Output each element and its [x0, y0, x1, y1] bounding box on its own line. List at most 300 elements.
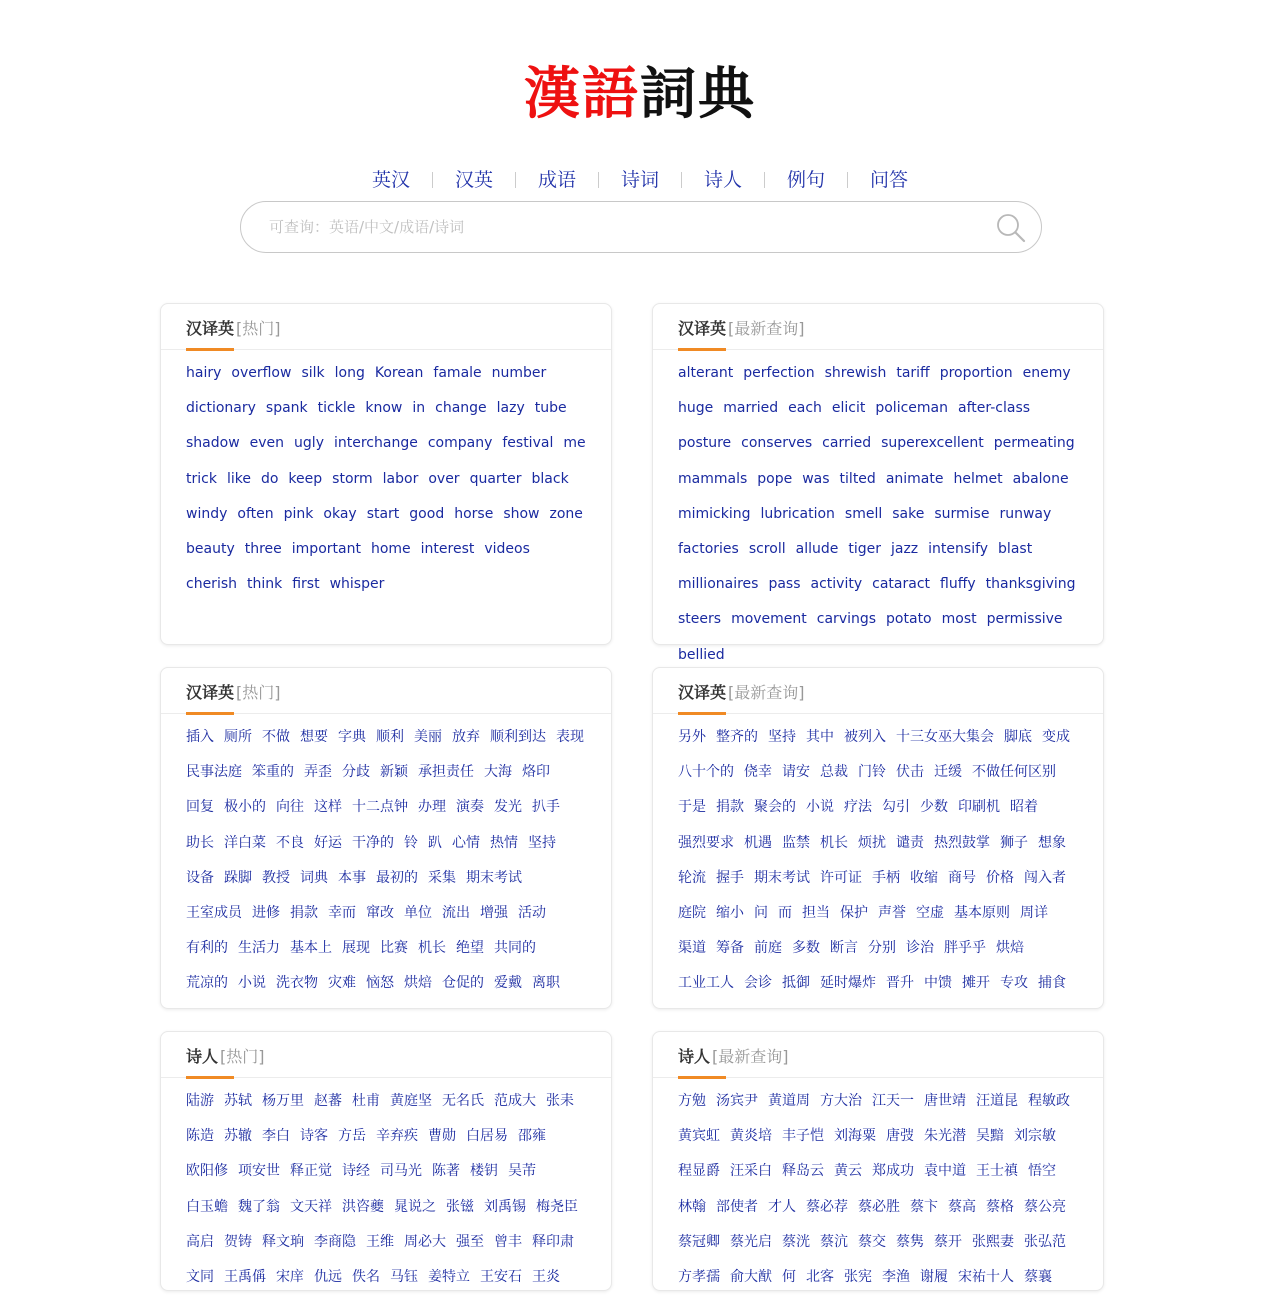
word-link[interactable]: 吴黯: [976, 1128, 1004, 1145]
word-link[interactable]: 袁中道: [924, 1163, 966, 1180]
word-link[interactable]: black: [531, 470, 569, 487]
word-link[interactable]: 江天一: [872, 1093, 914, 1109]
word-link[interactable]: number: [491, 365, 547, 381]
word-link[interactable]: 捕食: [1038, 975, 1066, 992]
word-link[interactable]: 被列入: [844, 729, 886, 745]
word-link[interactable]: 教授: [262, 869, 290, 886]
word-link[interactable]: 佚名: [352, 1268, 380, 1285]
word-link[interactable]: 捐款: [716, 799, 744, 816]
word-link[interactable]: after-class: [958, 400, 1031, 417]
word-link[interactable]: 周详: [1020, 904, 1048, 921]
word-link[interactable]: 分别: [868, 940, 896, 957]
word-link[interactable]: ugly: [294, 435, 324, 452]
word-link[interactable]: 助长: [186, 834, 214, 851]
word-link[interactable]: show: [503, 505, 540, 522]
word-link[interactable]: good: [409, 505, 445, 522]
word-link[interactable]: windy: [186, 505, 228, 522]
word-link[interactable]: 狮子: [1000, 834, 1028, 851]
word-link[interactable]: factories: [678, 540, 739, 557]
word-link[interactable]: me: [563, 435, 586, 452]
word-link[interactable]: 摊开: [962, 975, 990, 992]
nav-poems[interactable]: 诗词: [620, 169, 659, 191]
word-link[interactable]: 放弃: [452, 729, 480, 745]
word-link[interactable]: intensify: [928, 540, 989, 557]
word-link[interactable]: alterant: [678, 365, 734, 381]
word-link[interactable]: 北客: [806, 1268, 834, 1285]
word-link[interactable]: 进修: [252, 904, 280, 921]
word-link[interactable]: 基本上: [290, 940, 332, 957]
word-link[interactable]: 小说: [238, 975, 266, 992]
word-link[interactable]: pass: [768, 576, 801, 593]
word-link[interactable]: 干净的: [352, 834, 394, 851]
word-link[interactable]: 而: [778, 904, 792, 921]
word-link[interactable]: 司马光: [380, 1163, 422, 1180]
nav-qa[interactable]: 问答: [870, 169, 909, 191]
word-link[interactable]: 洋白菜: [224, 834, 266, 851]
word-link[interactable]: steers: [678, 611, 722, 628]
word-link[interactable]: 灾难: [328, 975, 356, 992]
word-link[interactable]: 展现: [342, 940, 370, 957]
word-link[interactable]: tickle: [317, 400, 356, 417]
word-link[interactable]: 热烈鼓掌: [934, 834, 990, 851]
word-link[interactable]: 诊治: [906, 940, 934, 957]
word-link[interactable]: 张镃: [446, 1198, 474, 1215]
word-link[interactable]: interest: [420, 540, 475, 557]
word-link[interactable]: 机长: [418, 940, 446, 957]
word-link[interactable]: famale: [433, 365, 482, 381]
word-link[interactable]: allude: [795, 540, 839, 557]
word-link[interactable]: 字典: [338, 729, 366, 745]
word-link[interactable]: was: [802, 470, 830, 487]
word-link[interactable]: 想要: [300, 729, 328, 745]
word-link[interactable]: 白玉蟾: [186, 1198, 228, 1215]
word-link[interactable]: 方大治: [820, 1093, 862, 1109]
word-link[interactable]: 民事法庭: [186, 764, 242, 781]
word-link[interactable]: carried: [822, 435, 872, 452]
word-link[interactable]: 烘焙: [404, 975, 432, 992]
word-link[interactable]: 黄炎培: [730, 1128, 772, 1145]
word-link[interactable]: 谴责: [896, 834, 924, 851]
word-link[interactable]: 苏轼: [224, 1093, 252, 1109]
word-link[interactable]: 绝望: [456, 940, 484, 957]
word-link[interactable]: married: [723, 400, 779, 417]
word-link[interactable]: 幸而: [328, 904, 356, 921]
word-link[interactable]: 赵蕃: [314, 1093, 342, 1109]
word-link[interactable]: videos: [484, 540, 530, 557]
word-link[interactable]: labor: [382, 470, 419, 487]
word-link[interactable]: 诗经: [342, 1163, 370, 1180]
word-link[interactable]: huge: [678, 400, 714, 417]
word-link[interactable]: first: [292, 576, 320, 593]
word-link[interactable]: 前庭: [754, 940, 782, 957]
word-link[interactable]: 多数: [792, 940, 820, 957]
word-link[interactable]: 程显爵: [678, 1163, 720, 1180]
word-link[interactable]: long: [334, 365, 365, 381]
word-link[interactable]: 张耒: [546, 1093, 574, 1109]
word-link[interactable]: 期末考试: [754, 869, 810, 886]
word-link[interactable]: 张弘范: [1024, 1233, 1066, 1250]
word-link[interactable]: 扒手: [532, 799, 560, 816]
word-link[interactable]: 蔡卞: [910, 1198, 938, 1215]
word-link[interactable]: 楼钥: [470, 1163, 498, 1180]
word-link[interactable]: 总裁: [820, 764, 848, 781]
word-link[interactable]: 王维: [366, 1233, 394, 1250]
word-link[interactable]: 蔡高: [948, 1198, 976, 1215]
word-link[interactable]: 洪咨夔: [342, 1198, 384, 1215]
word-link[interactable]: 程敏政: [1028, 1093, 1070, 1109]
word-link[interactable]: trick: [186, 470, 217, 487]
word-link[interactable]: 本事: [338, 869, 366, 886]
word-link[interactable]: 渠道: [678, 940, 706, 957]
word-link[interactable]: 请安: [782, 764, 810, 781]
word-link[interactable]: 谢履: [920, 1268, 948, 1285]
word-link[interactable]: dictionary: [186, 400, 256, 417]
word-link[interactable]: 蔡格: [986, 1198, 1014, 1215]
word-link[interactable]: 铃: [404, 834, 418, 851]
word-link[interactable]: 林翰: [678, 1198, 706, 1215]
word-link[interactable]: storm: [332, 470, 373, 487]
word-link[interactable]: 文天祥: [290, 1198, 332, 1215]
word-link[interactable]: 最初的: [376, 869, 418, 886]
word-link[interactable]: 词典: [300, 869, 328, 886]
word-link[interactable]: festival: [502, 435, 554, 452]
word-link[interactable]: 心情: [452, 834, 480, 851]
word-link[interactable]: 周必大: [404, 1233, 446, 1250]
word-link[interactable]: 蔡洸: [782, 1233, 810, 1250]
word-link[interactable]: 表现: [556, 729, 584, 745]
word-link[interactable]: okay: [323, 505, 357, 522]
word-link[interactable]: 蔡必胜: [858, 1198, 900, 1215]
word-link[interactable]: 弄歪: [304, 764, 332, 781]
word-link[interactable]: 有利的: [186, 940, 228, 957]
word-link[interactable]: 陆游: [186, 1093, 214, 1109]
word-link[interactable]: jazz: [890, 540, 919, 557]
word-link[interactable]: 共同的: [494, 940, 536, 957]
word-link[interactable]: 趴: [428, 834, 442, 851]
word-link[interactable]: 蔡开: [934, 1233, 962, 1250]
word-link[interactable]: 仇远: [314, 1268, 342, 1285]
word-link[interactable]: 八十个的: [678, 764, 734, 781]
word-link[interactable]: even: [249, 435, 285, 452]
word-link[interactable]: 张宪: [844, 1268, 872, 1285]
word-link[interactable]: 黄云: [834, 1163, 862, 1180]
word-link[interactable]: 这样: [314, 799, 342, 816]
word-link[interactable]: mammals: [678, 470, 748, 487]
word-link[interactable]: keep: [288, 470, 323, 487]
search-icon[interactable]: [995, 212, 1027, 244]
nav-chinese-english[interactable]: 汉英: [454, 169, 493, 191]
word-link[interactable]: 比赛: [380, 940, 408, 957]
word-link[interactable]: 宋庠: [276, 1268, 304, 1285]
word-link[interactable]: surmise: [934, 505, 990, 522]
word-link[interactable]: 商号: [948, 869, 976, 886]
word-link[interactable]: spank: [265, 400, 308, 417]
word-link[interactable]: 烘焙: [996, 940, 1024, 957]
word-link[interactable]: elicit: [831, 400, 866, 417]
word-link[interactable]: smell: [844, 505, 883, 522]
word-link[interactable]: 迁缓: [934, 764, 962, 781]
word-link[interactable]: each: [788, 400, 822, 417]
word-link[interactable]: 蔡沆: [820, 1233, 848, 1250]
word-link[interactable]: 热情: [490, 834, 518, 851]
word-link[interactable]: 蔡公亮: [1024, 1198, 1066, 1215]
word-link[interactable]: cherish: [186, 576, 237, 593]
word-link[interactable]: 不做任何区别: [972, 764, 1056, 781]
word-link[interactable]: 汤宾尹: [716, 1093, 758, 1109]
word-link[interactable]: 发光: [494, 799, 522, 816]
word-link[interactable]: 问: [754, 904, 768, 921]
word-link[interactable]: 分歧: [342, 764, 370, 781]
word-link[interactable]: cataract: [872, 576, 931, 593]
word-link[interactable]: 释正觉: [290, 1163, 332, 1180]
word-link[interactable]: 极小的: [224, 799, 266, 816]
word-link[interactable]: permissive: [986, 611, 1063, 628]
word-link[interactable]: 辛弃疾: [376, 1128, 418, 1145]
word-link[interactable]: 轮流: [678, 869, 706, 886]
word-link[interactable]: 王安石: [480, 1268, 522, 1285]
word-link[interactable]: blast: [998, 540, 1033, 557]
word-link[interactable]: 疗法: [844, 799, 872, 816]
word-link[interactable]: 闯入者: [1024, 869, 1066, 886]
word-link[interactable]: tariff: [896, 365, 930, 381]
word-link[interactable]: over: [428, 470, 460, 487]
word-link[interactable]: proportion: [939, 365, 1013, 381]
word-link[interactable]: 另外: [678, 729, 706, 745]
word-link[interactable]: 才人: [768, 1198, 796, 1215]
word-link[interactable]: zone: [549, 505, 583, 522]
word-link[interactable]: 曹勋: [428, 1128, 456, 1145]
word-link[interactable]: 期末考试: [466, 869, 522, 886]
word-link[interactable]: hairy: [186, 365, 222, 381]
word-link[interactable]: silk: [301, 365, 325, 381]
word-link[interactable]: 欧阳修: [186, 1163, 228, 1180]
word-link[interactable]: 蔡必荐: [806, 1198, 848, 1215]
word-link[interactable]: movement: [731, 611, 807, 628]
word-link[interactable]: 李白: [262, 1128, 290, 1145]
word-link[interactable]: 刘宗敏: [1014, 1128, 1056, 1145]
word-link[interactable]: 烙印: [522, 764, 550, 781]
word-link[interactable]: scroll: [748, 540, 786, 557]
word-link[interactable]: 回复: [186, 799, 214, 816]
word-link[interactable]: 贺铸: [224, 1233, 252, 1250]
word-link[interactable]: lubrication: [760, 505, 835, 522]
word-link[interactable]: 方勉: [678, 1093, 706, 1109]
search-input[interactable]: [269, 214, 969, 240]
word-link[interactable]: 魏了翁: [238, 1198, 280, 1215]
word-link[interactable]: 朱光潜: [924, 1128, 966, 1145]
word-link[interactable]: beauty: [186, 540, 235, 557]
word-link[interactable]: 蔡冠卿: [678, 1233, 720, 1250]
nav-english-chinese[interactable]: 英汉: [371, 169, 410, 191]
word-link[interactable]: 强烈要求: [678, 834, 734, 851]
word-link[interactable]: 顺利: [376, 729, 404, 745]
word-link[interactable]: 蔡隽: [896, 1233, 924, 1250]
word-link[interactable]: animate: [885, 470, 944, 487]
word-link[interactable]: 十二点钟: [352, 799, 408, 816]
word-link[interactable]: three: [244, 540, 282, 557]
word-link[interactable]: 演奏: [456, 799, 484, 816]
word-link[interactable]: tilted: [839, 470, 876, 487]
word-link[interactable]: 俞大猷: [730, 1268, 772, 1285]
word-link[interactable]: 向往: [276, 799, 304, 816]
word-link[interactable]: 悟空: [1028, 1163, 1056, 1180]
nav-idioms[interactable]: 成语: [537, 169, 576, 191]
word-link[interactable]: mimicking: [678, 505, 751, 522]
word-link[interactable]: 断言: [830, 940, 858, 957]
word-link[interactable]: bellied: [678, 646, 725, 663]
word-link[interactable]: 设备: [186, 869, 214, 886]
word-link[interactable]: whisper: [329, 576, 385, 593]
word-link[interactable]: enemy: [1022, 365, 1071, 381]
word-link[interactable]: 何: [782, 1268, 796, 1285]
word-link[interactable]: Korean: [374, 365, 424, 381]
word-link[interactable]: 工业工人: [678, 975, 734, 992]
word-link[interactable]: posture: [678, 435, 732, 452]
word-link[interactable]: 晋升: [886, 975, 914, 992]
word-link[interactable]: 王室成员: [186, 904, 242, 921]
word-link[interactable]: 新颖: [380, 764, 408, 781]
word-link[interactable]: quarter: [469, 470, 522, 487]
word-link[interactable]: 机长: [820, 834, 848, 851]
word-link[interactable]: 汪采白: [730, 1163, 772, 1180]
word-link[interactable]: 印刷机: [958, 799, 1000, 816]
word-link[interactable]: 勾引: [882, 799, 910, 816]
word-link[interactable]: 大海: [484, 764, 512, 781]
word-link[interactable]: 恼怒: [366, 975, 394, 992]
word-link[interactable]: 机遇: [744, 834, 772, 851]
word-link[interactable]: 仓促的: [442, 975, 484, 992]
word-link[interactable]: 笨重的: [252, 764, 294, 781]
word-link[interactable]: 释印肃: [532, 1233, 574, 1250]
word-link[interactable]: 刘海粟: [834, 1128, 876, 1145]
word-link[interactable]: 张熙妻: [972, 1233, 1014, 1250]
word-link[interactable]: 郑成功: [872, 1163, 914, 1180]
word-link[interactable]: 王炎: [532, 1268, 560, 1285]
word-link[interactable]: sake: [892, 505, 925, 522]
word-link[interactable]: 高启: [186, 1233, 214, 1250]
word-link[interactable]: horse: [454, 505, 494, 522]
word-link[interactable]: 白居易: [466, 1128, 508, 1145]
word-link[interactable]: 承担责任: [418, 764, 474, 781]
word-link[interactable]: 王士禛: [976, 1163, 1018, 1180]
word-link[interactable]: 唐世靖: [924, 1093, 966, 1109]
word-link[interactable]: 杜甫: [352, 1093, 380, 1109]
word-link[interactable]: important: [291, 540, 361, 557]
word-link[interactable]: carvings: [816, 611, 877, 628]
word-link[interactable]: often: [237, 505, 274, 522]
word-link[interactable]: lazy: [496, 400, 525, 417]
word-link[interactable]: abalone: [1012, 470, 1069, 487]
word-link[interactable]: perfection: [743, 365, 815, 381]
word-link[interactable]: 杨万里: [262, 1093, 304, 1109]
word-link[interactable]: tiger: [848, 540, 881, 557]
word-link[interactable]: 丰子恺: [782, 1128, 824, 1145]
word-link[interactable]: 捐款: [290, 904, 318, 921]
word-link[interactable]: 声誉: [878, 904, 906, 921]
word-link[interactable]: company: [427, 435, 493, 452]
word-link[interactable]: 蔡交: [858, 1233, 886, 1250]
word-link[interactable]: 十三女巫大集会: [896, 729, 994, 745]
word-link[interactable]: 采集: [428, 869, 456, 886]
word-link[interactable]: 空虚: [916, 904, 944, 921]
word-link[interactable]: 会诊: [744, 975, 772, 992]
word-link[interactable]: 烦扰: [858, 834, 886, 851]
word-link[interactable]: 晁说之: [394, 1198, 436, 1215]
word-link[interactable]: overflow: [231, 365, 292, 381]
word-link[interactable]: policeman: [875, 400, 948, 417]
word-link[interactable]: 昭着: [1010, 799, 1038, 816]
word-link[interactable]: 门铃: [858, 764, 886, 781]
word-link[interactable]: 侥幸: [744, 764, 772, 781]
word-link[interactable]: 无名氏: [442, 1093, 484, 1109]
word-link[interactable]: 许可证: [820, 869, 862, 886]
word-link[interactable]: 抵御: [782, 975, 810, 992]
word-link[interactable]: 价格: [986, 869, 1014, 886]
word-link[interactable]: 文同: [186, 1268, 214, 1285]
word-link[interactable]: 黄宾虹: [678, 1128, 720, 1145]
word-link[interactable]: 部使者: [716, 1198, 758, 1215]
word-link[interactable]: tube: [534, 400, 567, 417]
word-link[interactable]: start: [366, 505, 400, 522]
word-link[interactable]: 荒凉的: [186, 975, 228, 992]
word-link[interactable]: 缩小: [716, 904, 744, 921]
word-link[interactable]: think: [247, 576, 283, 593]
word-link[interactable]: 窜改: [366, 904, 394, 921]
word-link[interactable]: 唐弢: [886, 1128, 914, 1145]
word-link[interactable]: 马钰: [390, 1268, 418, 1285]
word-link[interactable]: 曾丰: [494, 1233, 522, 1250]
word-link[interactable]: helmet: [953, 470, 1003, 487]
word-link[interactable]: 姜特立: [428, 1268, 470, 1285]
word-link[interactable]: 延时爆炸: [820, 975, 876, 992]
word-link[interactable]: 陈著: [432, 1163, 460, 1180]
word-link[interactable]: 收缩: [910, 869, 938, 886]
word-link[interactable]: 少数: [920, 799, 948, 816]
word-link[interactable]: 项安世: [238, 1163, 280, 1180]
word-link[interactable]: 黄庭坚: [390, 1093, 432, 1109]
word-link[interactable]: 保护: [840, 904, 868, 921]
word-link[interactable]: 李商隐: [314, 1233, 356, 1250]
word-link[interactable]: 梅尧臣: [536, 1198, 578, 1215]
word-link[interactable]: change: [435, 400, 487, 417]
word-link[interactable]: 手柄: [872, 869, 900, 886]
word-link[interactable]: 生活力: [238, 940, 280, 957]
word-link[interactable]: 握手: [716, 869, 744, 886]
word-link[interactable]: 好运: [314, 834, 342, 851]
word-link[interactable]: 流出: [442, 904, 470, 921]
word-link[interactable]: 强至: [456, 1233, 484, 1250]
word-link[interactable]: 宋祐十人: [958, 1268, 1014, 1285]
word-link[interactable]: permeating: [993, 435, 1075, 452]
word-link[interactable]: 释文珦: [262, 1233, 304, 1250]
site-logo[interactable]: [0, 60, 1280, 128]
word-link[interactable]: home: [370, 540, 411, 557]
word-link[interactable]: 增强: [480, 904, 508, 921]
word-link[interactable]: 洗衣物: [276, 975, 318, 992]
nav-poets[interactable]: 诗人: [704, 169, 743, 191]
word-link[interactable]: 释岛云: [782, 1163, 824, 1180]
word-link[interactable]: 中馈: [924, 975, 952, 992]
word-link[interactable]: 基本原则: [954, 904, 1010, 921]
word-link[interactable]: 于是: [678, 799, 706, 816]
word-link[interactable]: thanksgiving: [985, 576, 1076, 593]
word-link[interactable]: 脚底: [1004, 729, 1032, 745]
word-link[interactable]: 顺利到达: [490, 729, 546, 745]
word-link[interactable]: 李渔: [882, 1268, 910, 1285]
word-link[interactable]: 胖乎乎: [944, 940, 986, 957]
word-link[interactable]: 蔡光启: [730, 1233, 772, 1250]
word-link[interactable]: 聚会的: [754, 799, 796, 816]
